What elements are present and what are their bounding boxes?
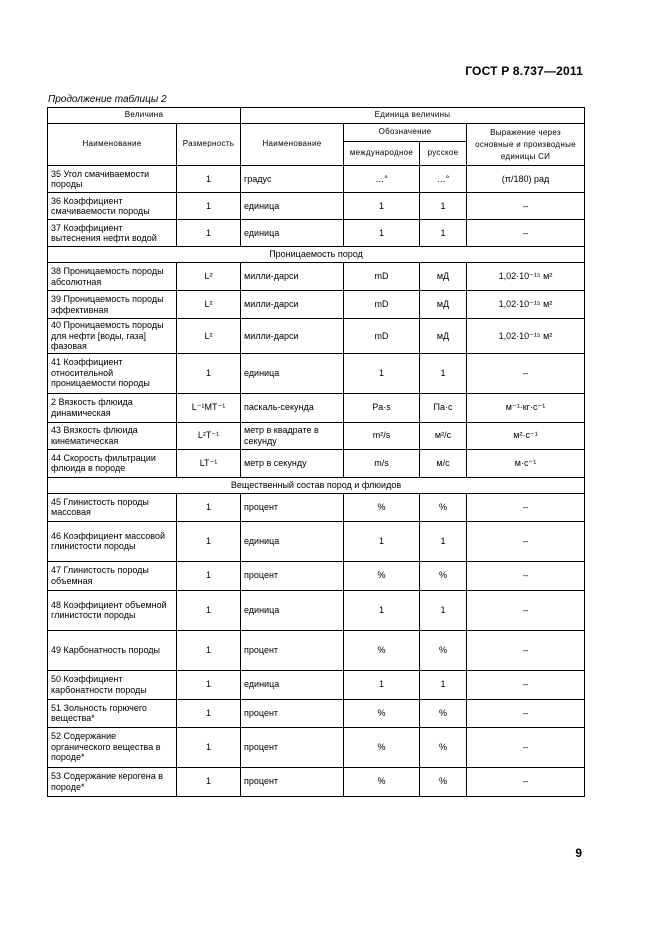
header-international: международное (344, 142, 420, 166)
russian-symbol-cell: 1 (420, 353, 467, 393)
si-expression-cell: – (467, 353, 585, 393)
unit-name-cell: милли-дарси (241, 291, 344, 319)
unit-name-cell: милли-дарси (241, 263, 344, 291)
international-symbol-cell: % (344, 767, 420, 796)
unit-name-cell: метр в квадрате в секунду (241, 422, 344, 449)
unit-name-cell: единица (241, 521, 344, 561)
quantity-name-cell: 47 Глинистость породы объемная (48, 561, 177, 590)
dimension-cell: 1 (177, 521, 241, 561)
dimension-cell: L²T⁻¹ (177, 422, 241, 449)
dimension-cell: L² (177, 319, 241, 354)
international-symbol-cell: % (344, 493, 420, 521)
unit-name-cell: процент (241, 561, 344, 590)
dimension-cell: 1 (177, 561, 241, 590)
table-row (48, 422, 585, 449)
si-expression-cell: – (467, 521, 585, 561)
quantity-name-cell: 46 Коэффициент массовой глинистости породы (48, 521, 177, 561)
unit-name-cell: процент (241, 630, 344, 670)
dimension-cell: 1 (177, 670, 241, 699)
table-row (48, 220, 585, 247)
quantity-name-cell: 36 Коэффициент смачиваемости породы (48, 193, 177, 220)
international-symbol-cell: % (344, 561, 420, 590)
russian-symbol-cell: % (420, 630, 467, 670)
russian-symbol-cell: мД (420, 291, 467, 319)
si-expression-cell: – (467, 590, 585, 630)
table-caption: Продолжение таблицы 2 (48, 94, 167, 105)
si-expression-cell: 1,02·10⁻¹⁵ м² (467, 263, 585, 291)
international-symbol-cell: m/s (344, 449, 420, 477)
unit-name-cell: единица (241, 590, 344, 630)
unit-name-cell: процент (241, 699, 344, 727)
table-row (48, 670, 585, 699)
si-expression-cell: – (467, 220, 585, 247)
russian-symbol-cell: Па·с (420, 393, 467, 422)
table-row (48, 699, 585, 727)
quantity-name-cell: 37 Коэффициент вытеснения нефти водой (48, 220, 177, 247)
si-expression-cell: – (467, 561, 585, 590)
si-expression-cell: – (467, 193, 585, 220)
si-expression-cell: – (467, 493, 585, 521)
quantity-name-cell: 53 Содержание керогена в породе* (48, 767, 177, 796)
header-dimension: Размерность (177, 124, 241, 166)
international-symbol-cell: 1 (344, 521, 420, 561)
dimension-cell: L² (177, 263, 241, 291)
table-row (48, 263, 585, 291)
section-title: Проницаемость пород (48, 247, 585, 263)
unit-name-cell: метр в секунду (241, 449, 344, 477)
quantity-name-cell: 43 Вязкость флюида кинематическая (48, 422, 177, 449)
quantity-name-cell: 52 Содержание органического вещества в породе* (48, 727, 177, 767)
table-row (48, 319, 585, 354)
unit-name-cell: милли-дарси (241, 319, 344, 354)
table-row (48, 493, 585, 521)
header-designation: Обозначение (344, 124, 467, 142)
russian-symbol-cell: % (420, 727, 467, 767)
si-expression-cell: 1,02·10⁻¹⁵ м² (467, 319, 585, 354)
quantity-name-cell: 51 Зольность горючего вещества* (48, 699, 177, 727)
international-symbol-cell: mD (344, 263, 420, 291)
unit-name-cell: единица (241, 193, 344, 220)
section-row (48, 477, 585, 493)
dimension-cell: 1 (177, 493, 241, 521)
table-row (48, 630, 585, 670)
russian-symbol-cell: 1 (420, 521, 467, 561)
quantity-name-cell: 50 Коэффициент карбонатности породы (48, 670, 177, 699)
dimension-cell: 1 (177, 767, 241, 796)
unit-name-cell: градус (241, 166, 344, 193)
si-expression-cell: 1,02·10⁻¹⁵ м² (467, 291, 585, 319)
international-symbol-cell: …° (344, 166, 420, 193)
russian-symbol-cell: м/с (420, 449, 467, 477)
table-row (48, 727, 585, 767)
standard-number: ГОСТ Р 8.737—2011 (465, 64, 583, 78)
units-table (47, 107, 585, 797)
russian-symbol-cell: 1 (420, 670, 467, 699)
table-row (48, 521, 585, 561)
table-row (48, 291, 585, 319)
dimension-cell: 1 (177, 727, 241, 767)
si-expression-cell: м²·с⁻¹ (467, 422, 585, 449)
russian-symbol-cell: 1 (420, 193, 467, 220)
header-si-expression: Выражение через основные и производные единицы СИ (467, 124, 585, 166)
si-expression-cell: – (467, 727, 585, 767)
table-row (48, 393, 585, 422)
russian-symbol-cell: % (420, 493, 467, 521)
quantity-name-cell: 41 Коэффициент относительной проницаемости породы (48, 353, 177, 393)
header-quantity: Величина (48, 108, 241, 124)
section-title: Вещественный состав пород и флюидов (48, 477, 585, 493)
quantity-name-cell: 40 Проницаемость породы для нефти [воды, газа] фазовая (48, 319, 177, 354)
table-row (48, 193, 585, 220)
unit-name-cell: единица (241, 670, 344, 699)
russian-symbol-cell: 1 (420, 220, 467, 247)
quantity-name-cell: 45 Глинистость породы массовая (48, 493, 177, 521)
quantity-name-cell: 35 Угол смачиваемости породы (48, 166, 177, 193)
russian-symbol-cell: …° (420, 166, 467, 193)
header-unit-name: Наименование (241, 124, 344, 166)
si-expression-cell: – (467, 699, 585, 727)
quantity-name-cell: 2 Вязкость флюида динамическая (48, 393, 177, 422)
header-name: Наименование (48, 124, 177, 166)
table-row (48, 590, 585, 630)
si-expression-cell: – (467, 767, 585, 796)
dimension-cell: 1 (177, 220, 241, 247)
international-symbol-cell: 1 (344, 590, 420, 630)
international-symbol-cell: mD (344, 291, 420, 319)
dimension-cell: LT⁻¹ (177, 449, 241, 477)
international-symbol-cell: % (344, 630, 420, 670)
quantity-name-cell: 48 Коэффициент объемной глинистости породы (48, 590, 177, 630)
international-symbol-cell: % (344, 727, 420, 767)
dimension-cell: 1 (177, 699, 241, 727)
international-symbol-cell: 1 (344, 193, 420, 220)
table-row (48, 353, 585, 393)
si-expression-cell: – (467, 630, 585, 670)
si-expression-cell: (π/180) рад (467, 166, 585, 193)
dimension-cell: 1 (177, 193, 241, 220)
unit-name-cell: паскаль-секунда (241, 393, 344, 422)
russian-symbol-cell: 1 (420, 590, 467, 630)
international-symbol-cell: 1 (344, 670, 420, 699)
quantity-name-cell: 44 Скорость фильтрации флюида в породе (48, 449, 177, 477)
international-symbol-cell: % (344, 699, 420, 727)
dimension-cell: 1 (177, 630, 241, 670)
page-number: 9 (575, 846, 582, 860)
header-russian: русское (420, 142, 467, 166)
si-expression-cell: м⁻¹·кг·с⁻¹ (467, 393, 585, 422)
section-row (48, 247, 585, 263)
unit-name-cell: единица (241, 353, 344, 393)
dimension-cell: L⁻¹MT⁻¹ (177, 393, 241, 422)
dimension-cell: 1 (177, 590, 241, 630)
international-symbol-cell: mD (344, 319, 420, 354)
dimension-cell: 1 (177, 166, 241, 193)
table-row (48, 166, 585, 193)
unit-name-cell: процент (241, 767, 344, 796)
international-symbol-cell: 1 (344, 220, 420, 247)
header-unit: Единица величины (241, 108, 585, 124)
dimension-cell: 1 (177, 353, 241, 393)
quantity-name-cell: 49 Карбонатность породы (48, 630, 177, 670)
si-expression-cell: – (467, 670, 585, 699)
unit-name-cell: единица (241, 220, 344, 247)
dimension-cell: L² (177, 291, 241, 319)
unit-name-cell: процент (241, 493, 344, 521)
russian-symbol-cell: м²/с (420, 422, 467, 449)
table-row (48, 561, 585, 590)
russian-symbol-cell: % (420, 561, 467, 590)
unit-name-cell: процент (241, 727, 344, 767)
table-row (48, 767, 585, 796)
russian-symbol-cell: % (420, 767, 467, 796)
international-symbol-cell: 1 (344, 353, 420, 393)
quantity-name-cell: 39 Проницаемость породы эффективная (48, 291, 177, 319)
international-symbol-cell: Pa·s (344, 393, 420, 422)
russian-symbol-cell: мД (420, 263, 467, 291)
russian-symbol-cell: мД (420, 319, 467, 354)
international-symbol-cell: m²/s (344, 422, 420, 449)
si-expression-cell: м·с⁻¹ (467, 449, 585, 477)
quantity-name-cell: 38 Проницаемость породы абсолютная (48, 263, 177, 291)
table-row (48, 449, 585, 477)
russian-symbol-cell: % (420, 699, 467, 727)
